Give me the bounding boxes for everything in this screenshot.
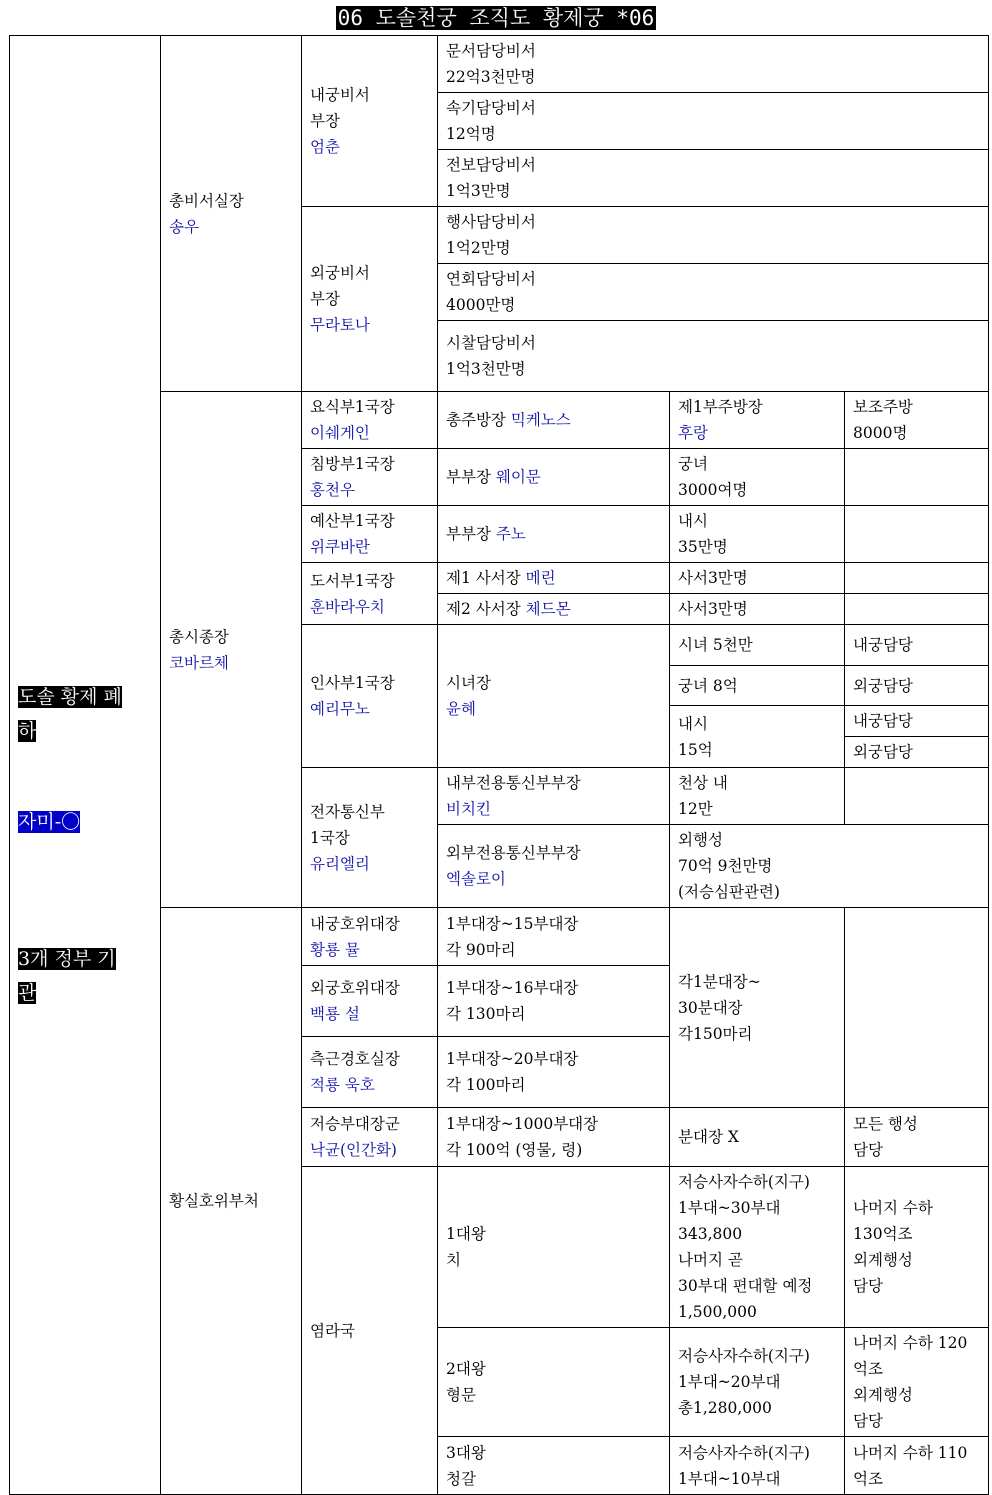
king-3-rest: 나머지 수하 110 억조 (845, 1437, 989, 1495)
elec-internal-scope: 천상 내 12만 (670, 768, 845, 825)
elec-external-scope: 외행성 70억 9천만명 (저승심판관련) (670, 825, 989, 908)
inner-secretary-cell: 내궁비서 부장 엄춘 (302, 36, 438, 207)
bed-staff: 궁녀 3000여명 (670, 449, 845, 506)
hr-staff-2: 궁녀 8억 (670, 666, 845, 706)
underworld-units: 1부대장~1000부대장 각 100억 (영물, 령) (438, 1108, 670, 1167)
inner-guard: 내궁호위대장 황룡 뮬 (302, 908, 438, 966)
head-chef: 총주방장 믹케노스 (438, 392, 670, 449)
outer-guard-units: 1부대장~16부대장 각 130마리 (438, 966, 670, 1037)
emperor-label-2: 하 (18, 720, 37, 742)
assist-kitchen: 보조주방 8000명 (845, 392, 989, 449)
elec-external: 외부전용통신부부장 엑솔로이 (438, 825, 670, 908)
king-1-reapers: 저승사자수하(지구) 1부대~30부대 343,800 나머지 곧 30부대 편대할 예정 1,500,000 (670, 1167, 845, 1328)
guard-cell: 황실호위부처 (161, 908, 302, 1495)
close-guard-units: 1부대장~20부대장 각 100마리 (438, 1037, 670, 1108)
chamberlain-cell: 총시종장 코바르체 (161, 392, 302, 908)
king-3: 3대왕 청갈 (438, 1437, 670, 1495)
yama-kingdom: 염라국 (302, 1167, 438, 1495)
king-2: 2대왕 형문 (438, 1328, 670, 1437)
inner-guard-units: 1부대장~15부대장 각 90마리 (438, 908, 670, 966)
emperor-label: 도솔 황제 폐 (18, 686, 122, 708)
underworld-duty: 모든 행성 담당 (845, 1108, 989, 1167)
hr-staff-3: 내시 15억 (670, 706, 845, 768)
library-staff-2: 사서3만명 (670, 594, 845, 625)
king-3-reapers: 저승사자수하(지구) 1부대~10부대 (670, 1437, 845, 1495)
list-item: 문서담당비서 22억3천만명 (438, 36, 989, 93)
elec-internal: 내부전용통신부부장 비치킨 (438, 768, 670, 825)
head-maid: 시녀장 윤혜 (438, 625, 670, 768)
gov-label: 3개 정부 기 (18, 948, 116, 970)
underworld-squad: 분대장 X (670, 1108, 845, 1167)
bed-deputy: 부부장 웨이문 (438, 449, 670, 506)
hr-staff-1: 시녀 5천만 (670, 625, 845, 666)
list-item: 속기담당비서 12억명 (438, 93, 989, 150)
librarian-1: 제1 사서장 메린 (438, 563, 670, 594)
chief-secretary-cell: 총비서실장 송우 (161, 36, 302, 392)
library-staff-1: 사서3만명 (670, 563, 845, 594)
outer-secretary-cell: 외궁비서 부장 무라토나 (302, 207, 438, 392)
gov-label-2: 관 (18, 982, 37, 1004)
budget-staff: 내시 35만명 (670, 506, 845, 563)
org-chart-table (9, 35, 989, 1495)
king-2-reapers: 저승사자수하(지구) 1부대~20부대 총1,280,000 (670, 1328, 845, 1437)
king-1: 1대왕 치 (438, 1167, 670, 1328)
underworld-general: 저승부대장군 낙균(인간화) (302, 1108, 438, 1167)
hr-duty-1: 내궁담당 (845, 625, 989, 666)
king-2-rest: 나머지 수하 120 억조 외계행성 담당 (845, 1328, 989, 1437)
list-item: 행사담당비서 1억2만명 (438, 207, 989, 264)
squad-leaders: 각1분대장~ 30분대장 각150마리 (670, 908, 845, 1108)
hr-dept: 인사부1국장 예리무노 (302, 625, 438, 768)
hr-duty-4: 외궁담당 (845, 737, 989, 768)
budget-dept: 예산부1국장 위쿠바란 (302, 506, 438, 563)
outer-guard: 외궁호위대장 백룡 설 (302, 966, 438, 1037)
elec-dept: 전자통신부 1국장 유리엘리 (302, 768, 438, 908)
budget-deputy: 부부장 주노 (438, 506, 670, 563)
list-item: 전보담당비서 1억3만명 (438, 150, 989, 207)
hr-duty-3: 내궁담당 (845, 706, 989, 737)
list-item: 시찰담당비서 1억3천만명 (438, 321, 989, 392)
food-dept: 요식부1국장 이쉐게인 (302, 392, 438, 449)
list-item: 연회담당비서 4000만명 (438, 264, 989, 321)
hr-duty-2: 외궁담당 (845, 666, 989, 706)
king-1-rest: 나머지 수하 130억조 외계행성 담당 (845, 1167, 989, 1328)
jami-label: 자미-〇 (18, 811, 81, 833)
bed-dept: 침방부1국장 홍천우 (302, 449, 438, 506)
sub-chef: 제1부주방장 후랑 (670, 392, 845, 449)
page-title: 06 도솔천궁 조직도 황제궁 *06 (337, 6, 655, 30)
library-dept: 도서부1국장 훈바라우치 (302, 563, 438, 625)
emperor-cell (10, 36, 161, 1495)
close-guard: 측근경호실장 적룡 욱호 (302, 1037, 438, 1108)
librarian-2: 제2 사서장 체드몬 (438, 594, 670, 625)
